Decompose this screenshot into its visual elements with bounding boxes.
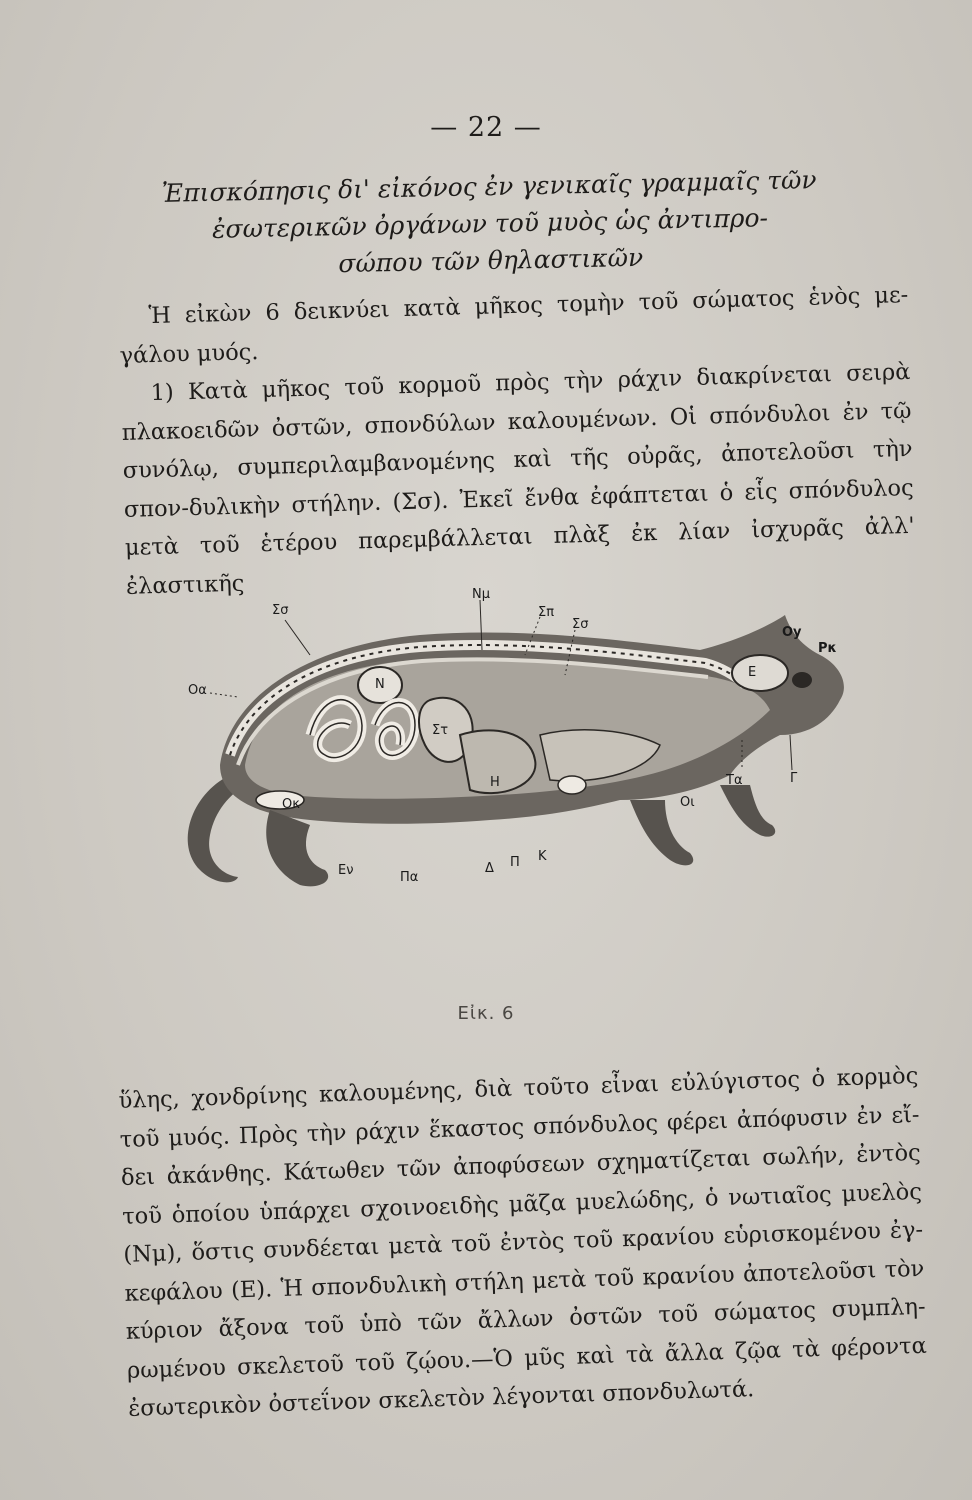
section-heading [159,161,821,286]
brain-shape [732,655,788,691]
heading-line-2: ἐσωτερικῶν ὀργάνων τοῦ μυὸς ὡς ἀντιπρο- [211,203,769,244]
heading-line-3: σώπου τῶν θηλαστικῶν [338,242,644,279]
label-oi: Οι [680,795,695,810]
leader-ss-left [285,620,310,655]
front-leg-2 [720,785,775,837]
label-oa: Οα [188,683,207,698]
label-d: Δ [485,861,494,876]
label-e: Ε [748,665,757,680]
page-number: — 22 — [430,112,542,143]
label-h: Η [490,775,500,790]
label-pa: Πα [400,870,419,885]
heading-line-1: Ἐπισκόπησις δι' εἰκόνος ἐν γενικαῖς γραμμαῖς τῶν [161,165,817,208]
label-n: Ν [375,677,385,692]
eye-shape [792,672,812,688]
label-ss-left: Σσ [272,603,289,618]
heart-shape [558,776,586,794]
paragraph-figure-intro: Ἡ εἰκὼν 6 δεικνύει κατὰ μῆκος τομὴν τοῦ σώματος ἑνὸς με-γάλου μυός. [119,281,909,369]
leader-g [790,735,792,770]
paragraph-vertebrae: 1) Κατὰ μῆκος τοῦ κορμοῦ πρὸς τὴν ράχιν διακρίνεται σειρὰ πλακοειδῶν ὀστῶν, σπονδύλων καλουμένων. Οἱ σπόνδυλοι ἐν τῷ συνόλῳ, συμπεριλαμβανομένης καὶ τῆς οὐρᾶς, ἀποτελοῦσι τὴν σπον-δυλικὴν στήλην. (Σσ). Ἐκεῖ ἔνθα ἐφάπτεται ὁ εἷς σπόνδυλος μετὰ τοῦ ἑτέρου παρεμβάλλεται πλὰξ ἐκ λίαν ἰσχυρᾶς ἀλλ' ἐλαστικῆς [121,358,916,600]
leader-oa [210,693,238,697]
label-ss-right: Σσ [572,617,589,632]
mouse-anatomy-figure [160,585,860,920]
label-p: Π [510,855,520,870]
label-ev: Εν [338,863,354,878]
body-text [118,1057,928,1428]
label-nm: Νμ [472,587,490,602]
label-sp: Σπ [538,605,555,620]
label-st: Στ [432,723,449,738]
label-k: Κ [538,849,547,864]
label-g: Γ [790,771,798,786]
figure-caption: Εἰκ. 6 [457,1003,515,1024]
paragraph-spine: ὕλης, χονδρίνης καλουμένης, διὰ τοῦτο εἶναι εὐλύγιστος ὁ κορμὸς τοῦ μυός. Πρὸς τὴν ράχιν ἕκαστος σπόνδυλος φέρει ἀπόφυσιν ἐν εἴ-δει ἀκάνθης. Κάτωθεν τῶν ἀποφύσεων σχηματίζεται σωλήν, ἐντὸς τοῦ ὁποίου ὑπάρχει σχοινοειδὴς μᾶζα μυελώδης, ὁ νωτιαῖος μυελὸς (Νμ), ὅστις συνδέεται μετὰ τοῦ ἐντὸς τοῦ κρανίου εὑρισκομένου ἐγ-κεφάλου (Ε). Ἡ σπονδυλικὴ στήλη μετὰ τοῦ κρανίου ἀποτελοῦσι τὸν κύριον ἄξονα τοῦ ὑπὸ τῶν ἄλλων ὀστῶν τοῦ σώματος συμπλη-ρωμένου σκελετοῦ τοῦ ζῴου.—Ὁ μῦς καὶ τὰ ἄλλα ζῷα τὰ φέροντα ἐσωτερικὸν ὀστεΐνον σκελετὸν λέγονται σπονδυλωτά. [118,1062,928,1422]
label-rk: Ρκ [818,641,837,656]
label-ok: Οκ [282,797,300,812]
hind-leg [266,810,328,886]
label-oy: Οy [782,625,802,640]
intro-text [118,276,916,606]
label-ta: Τα [726,773,743,788]
